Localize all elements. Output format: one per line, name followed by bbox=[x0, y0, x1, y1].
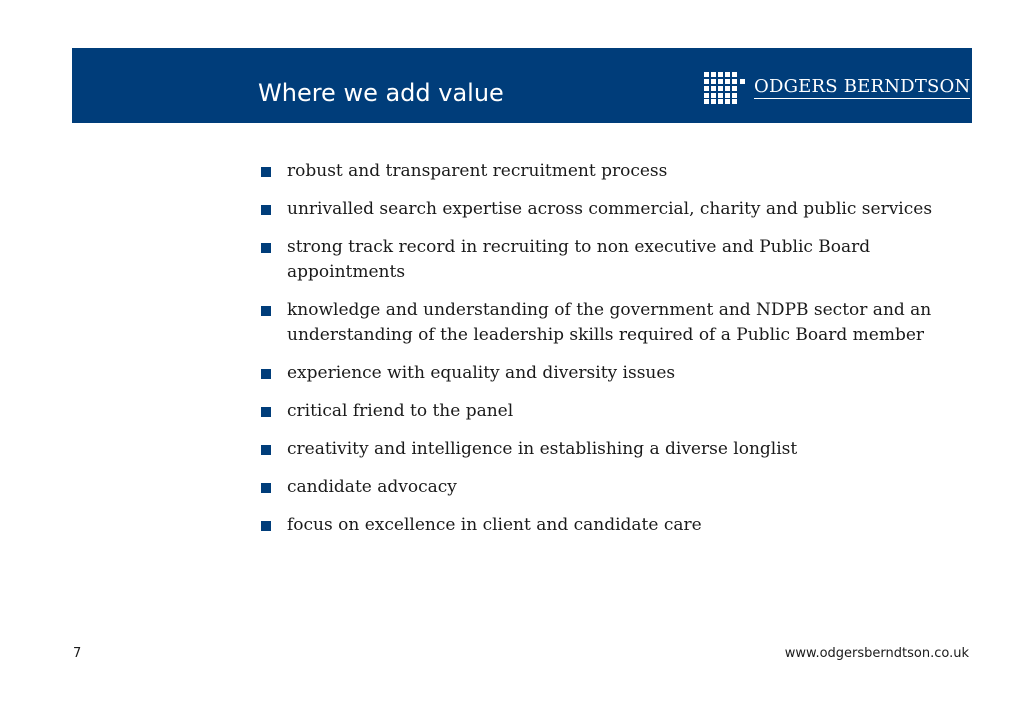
bullet-list bbox=[259, 159, 959, 551]
square-bullet-icon bbox=[261, 205, 271, 215]
bullet-item bbox=[259, 159, 959, 184]
bullet-text: candidate advocacy bbox=[287, 477, 457, 497]
bullet-item bbox=[259, 235, 959, 285]
square-bullet-icon bbox=[261, 521, 271, 531]
header-band bbox=[72, 48, 972, 123]
bullet-item bbox=[259, 513, 959, 538]
bullet-item bbox=[259, 437, 959, 462]
bullet-item bbox=[259, 399, 959, 424]
footer-url-link[interactable]: www.odgersberndtson.co.uk bbox=[784, 646, 969, 661]
bullet-item bbox=[259, 298, 959, 348]
page-number: 7 bbox=[73, 646, 82, 661]
square-bullet-icon bbox=[261, 483, 271, 493]
bullet-text: strong track record in recruiting to non executive and Public Board appointments bbox=[287, 237, 871, 282]
bullet-item bbox=[259, 197, 959, 222]
bullet-text: critical friend to the panel bbox=[287, 401, 514, 421]
bullet-text: creativity and intelligence in establishing a diverse longlist bbox=[287, 439, 798, 459]
bullet-text: unrivalled search expertise across commercial, charity and public services bbox=[287, 199, 933, 219]
square-bullet-icon bbox=[261, 243, 271, 253]
bullet-item bbox=[259, 475, 959, 500]
bullet-text: knowledge and understanding of the government and NDPB sector and an understanding of the leadership skills required of a Public Board member bbox=[287, 300, 932, 345]
square-bullet-icon bbox=[261, 306, 271, 316]
bullet-text: robust and transparent recruitment process bbox=[287, 161, 668, 181]
square-bullet-icon bbox=[261, 369, 271, 379]
bullet-item bbox=[259, 361, 959, 386]
bullet-text: focus on excellence in client and candidate care bbox=[287, 515, 702, 535]
square-bullet-icon bbox=[261, 445, 271, 455]
grid-logo-icon bbox=[704, 72, 746, 104]
slide-title: Where we add value bbox=[258, 79, 504, 107]
square-bullet-icon bbox=[261, 167, 271, 177]
square-bullet-icon bbox=[261, 407, 271, 417]
brand-name: ODGERS BERNDTSON bbox=[754, 76, 971, 97]
bullet-text: experience with equality and diversity issues bbox=[287, 363, 676, 383]
brand-logo bbox=[704, 72, 970, 104]
